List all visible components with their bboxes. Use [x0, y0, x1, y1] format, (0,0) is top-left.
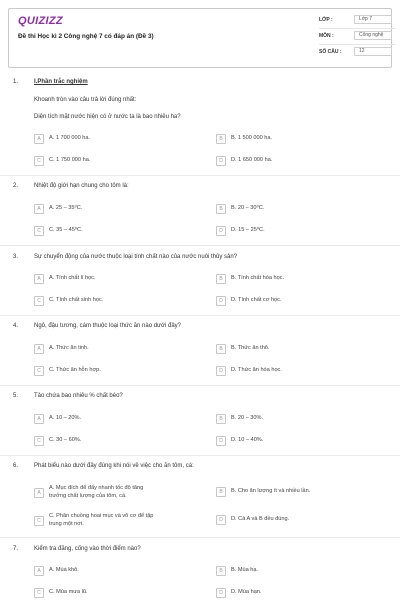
worksheet-header	[8, 8, 392, 68]
option-letter-box: A	[34, 134, 44, 144]
option-letter-box: B	[216, 487, 226, 497]
option-c[interactable]	[34, 588, 88, 598]
question-count-label: SỐ CÂU :	[319, 49, 342, 55]
option-letter-box: A	[34, 204, 44, 214]
option-text: C. Thức ăn hỗn hợp.	[49, 367, 101, 374]
option-text: C. 30 – 60%.	[49, 437, 82, 444]
option-text: B. Cho ăn lượng ít và nhiều lần.	[231, 488, 311, 495]
option-text: C. 1 750 000 ha.	[49, 157, 91, 164]
option-letter-box: C	[34, 516, 44, 526]
option-text: B. Thức ăn thô.	[231, 345, 270, 352]
option-d[interactable]	[216, 436, 263, 446]
option-d[interactable]	[216, 156, 272, 166]
option-letter-box: C	[34, 366, 44, 376]
option-text: A. Mục đích để đẩy nhanh tốc độ tăng trưởng chất lượng của tôm, cá.	[49, 485, 144, 499]
option-letter-box: B	[216, 204, 226, 214]
meta-divider	[319, 28, 395, 29]
option-letter-box: C	[34, 226, 44, 236]
option-d[interactable]	[216, 366, 282, 376]
option-c[interactable]	[34, 296, 103, 306]
option-text: A. Thức ăn tinh.	[49, 345, 89, 352]
option-letter-box: C	[34, 156, 44, 166]
option-letter-box: A	[34, 414, 44, 424]
option-c[interactable]	[34, 366, 101, 376]
option-letter-box: D	[216, 366, 226, 376]
option-letter-box: C	[34, 436, 44, 446]
question-divider	[0, 385, 400, 386]
option-text: D. Tính chất cơ học.	[231, 297, 282, 304]
quizizz-logo: QUIZIZZ	[18, 15, 63, 27]
question-text: Ngô, đậu tương, cám thuộc loại thức ăn nào dưới đây?	[34, 323, 182, 329]
question-number: 7.	[13, 546, 19, 552]
question-divider	[0, 455, 400, 456]
option-d[interactable]	[216, 588, 261, 598]
option-b[interactable]	[216, 414, 263, 424]
question-count-field[interactable]: 12	[354, 47, 392, 56]
option-letter-box: D	[216, 588, 226, 598]
question-text: Sự chuyển động của nước thuộc loại tính chất nào của nước nuôi thủy sản?	[34, 254, 238, 260]
option-text: A. 25 – 35⁰C.	[49, 205, 83, 212]
option-letter-box: B	[216, 566, 226, 576]
option-letter-box: A	[34, 488, 44, 498]
option-letter-box: C	[34, 296, 44, 306]
option-letter-box: C	[34, 588, 44, 598]
option-d[interactable]	[216, 515, 289, 525]
option-text: C. 35 – 45⁰C.	[49, 227, 83, 234]
option-text: D. Cả A và B đều đúng.	[231, 516, 290, 523]
question-text: Tảo chứa bao nhiêu % chất béo?	[34, 393, 123, 399]
option-a[interactable]	[34, 485, 161, 500]
option-letter-box: B	[216, 274, 226, 284]
option-d[interactable]	[216, 226, 265, 236]
option-text: A. 10 – 20%.	[49, 415, 82, 422]
section-title: I.Phần trắc nghiệm	[34, 79, 88, 85]
option-text: B. 20 – 30%.	[231, 415, 264, 422]
option-letter-box: D	[216, 515, 226, 525]
option-a[interactable]	[34, 344, 89, 354]
option-c[interactable]	[34, 436, 81, 446]
option-text: C. Mùa mưa lũ.	[49, 589, 88, 596]
subject-field[interactable]: Công nghệ	[354, 31, 392, 40]
question-number: 2.	[13, 183, 19, 189]
option-text: A. Tính chất lí học.	[49, 275, 96, 282]
option-b[interactable]	[216, 204, 264, 214]
option-letter-box: B	[216, 414, 226, 424]
question-text: Diện tích mặt nước hiện có ở nước ta là bao nhiêu ha?	[34, 114, 181, 120]
option-text: B. Mùa hạ.	[231, 567, 259, 574]
option-c[interactable]	[34, 226, 83, 236]
worksheet-title: Đề thi Học kì 2 Công nghệ 7 có đáp án (Đề 3)	[18, 33, 154, 40]
option-letter-box: D	[216, 156, 226, 166]
option-text: A. Mùa khô.	[49, 567, 79, 574]
option-b[interactable]	[216, 134, 272, 144]
instruction-text: Khoanh tròn vào câu trả lời đúng nhất:	[34, 97, 137, 103]
option-text: B. 1 500 000 ha.	[231, 135, 273, 142]
question-number: 6.	[13, 463, 19, 469]
question-text: Kiểm tra đăng, cống vào thời điểm nào?	[34, 546, 141, 552]
option-a[interactable]	[34, 134, 90, 144]
question-number: 4.	[13, 323, 19, 329]
class-label: LỚP :	[319, 17, 333, 23]
question-divider	[0, 537, 400, 538]
option-b[interactable]	[216, 566, 258, 576]
question-divider	[0, 175, 400, 176]
option-text: D. 10 – 40%.	[231, 437, 264, 444]
option-letter-box: A	[34, 566, 44, 576]
option-text: D. Thức ăn hóa học.	[231, 367, 282, 374]
option-a[interactable]	[34, 414, 81, 424]
option-text: B. Tính chất hóa học.	[231, 275, 285, 282]
option-text: D. 1 650 000 ha.	[231, 157, 273, 164]
option-letter-box: B	[216, 134, 226, 144]
option-b[interactable]	[216, 487, 310, 497]
class-field[interactable]: Lớp 7	[354, 15, 392, 24]
subject-label: MÔN :	[319, 33, 334, 39]
question-number: 3.	[13, 254, 19, 260]
question-number: 1.	[13, 79, 19, 85]
option-b[interactable]	[216, 274, 284, 284]
option-letter-box: A	[34, 344, 44, 354]
option-letter-box: D	[216, 296, 226, 306]
question-text: Nhiệt độ giới hạn chung cho tôm là:	[34, 183, 129, 189]
question-divider	[0, 245, 400, 246]
option-c[interactable]	[34, 156, 90, 166]
question-text: Phát biểu nào dưới đây đúng khi nói về việc cho ăn tôm, cá:	[34, 463, 194, 469]
option-letter-box: B	[216, 344, 226, 354]
question-divider	[0, 315, 400, 316]
question-number: 5.	[13, 393, 19, 399]
option-a[interactable]	[34, 204, 82, 214]
option-a[interactable]	[34, 566, 79, 576]
option-letter-box: D	[216, 226, 226, 236]
option-text: A. 1 700 000 ha.	[49, 135, 91, 142]
option-d[interactable]	[216, 296, 282, 306]
meta-divider	[319, 44, 395, 45]
option-b[interactable]	[216, 344, 269, 354]
option-letter-box: D	[216, 436, 226, 446]
option-text: C. Phân chuồng hoai mục và vô cơ để tập trung một nơi.	[49, 513, 154, 527]
option-text: D. Mùa hạn.	[231, 589, 262, 596]
option-text: D. 15 – 25⁰C.	[231, 227, 265, 234]
option-letter-box: A	[34, 274, 44, 284]
option-text: B. 20 – 30⁰C.	[231, 205, 265, 212]
option-text: C. Tính chất sinh học.	[49, 297, 104, 304]
option-c[interactable]	[34, 513, 161, 528]
option-a[interactable]	[34, 274, 96, 284]
